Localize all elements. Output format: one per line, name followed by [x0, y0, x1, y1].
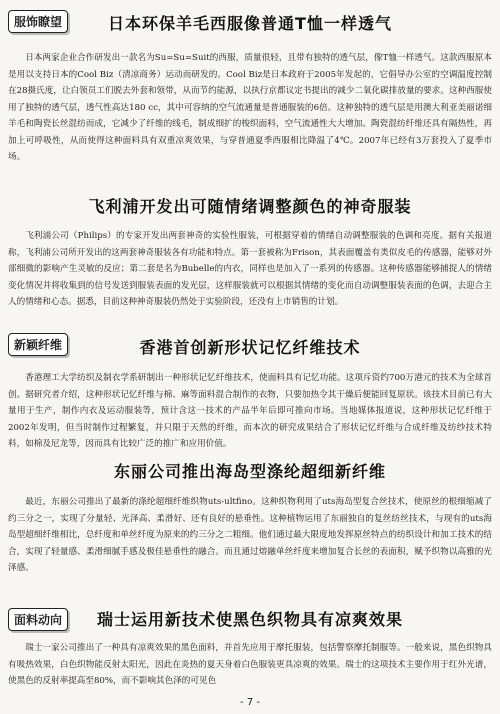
- section-tag-new-fiber: 新颖纤维: [8, 333, 68, 356]
- article-body-philips-clothing: 飞利浦公司（Philips）的专家开发出两套神奇的实验性服装，可根据穿着的情绪自动调整服装的色调和亮度。据有关报道称，飞利浦公司所开发出的这两套神奇服装各有功能和特点。第一套被称为Frison，其表面覆盖有类似皮毛的传感器，能够对外部细微的影响产生灵敏的反应；第二套是名为Bubelle的内衣，同样也是加入了一系列的传感器。这种传感器能够捕捉人的情绪变化情况并将收集到的信号发送到服装表面的发光层，这样服装就可以根据其情绪的变化而自动调整服装表面的色调，去迎合主人的情绪和心态。据悉，目前这种神奇服装仍然处于实验阶段，还没有上市销售的计划。: [8, 231, 492, 307]
- page-number: - 7 -: [240, 697, 260, 708]
- article-body-hk-shape-memory: 香港理工大学纺织及制衣学系研制出一种形状记忆纤维技术，使面料具有记忆功能。这项斥资约700万港元的技术为全球首创。据研究者介绍，这种形状记忆纤维与棉、麻等面料混合制作的衣物，只要加热令其干燥后便能回复原状。该技术目前已有大量用于生产，制作内衣及运动服装等，预计含这一技术的产品半年后即可推向市场。当地媒体报道说，这种形状记忆纤维于2002年发明，但当时制作过程繁复，并只限于天然的纤维，而本次的研究成果结合了形状记忆纤维与合成纤维及纺纱技术特料，如棉及尼龙等，因而具有比较广泛的推广和应用价值。: [8, 373, 492, 449]
- article-title-toray-fiber: 东丽公司推出海岛型涤纶超细新纤维: [113, 462, 386, 481]
- article-body-toray-fiber: 最近，东丽公司推出了最新的涤纶超细纤维织物uts-ultfino。这种织物利用了uts海岛型复合丝技术，使原丝的根细缩减了约三分之一，实现了分量轻、光泽高、柔滑好、还有良好的悬垂性。这种植物运用了东丽独自的复丝纺丝技术，与现有的uts海岛型超细纤维相比，总纤度和单丝纤度为原来的约三分之二粗细。他们通过最大限度地发挥原丝特点的纺织设计和加工技术的结合，实现了轻量感、柔滑细腻手感及极佳悬垂性的融合。而且通过熔融单丝纤度来增加复合长丝的表面积，赋予织物以高雅的光泽感。: [8, 497, 492, 573]
- article-title-hk-shape-memory: 香港首创新形状记忆纤维技术: [139, 338, 361, 357]
- section-tag-fabric-trends: 面料动向: [8, 608, 68, 631]
- article-title-swiss-black-fabric: 瑞士运用新技术使黑色织物具有凉爽效果: [96, 610, 403, 629]
- section-tag-fashion-outlook: 服饰瞭望: [8, 10, 68, 33]
- article-body-japan-wool-suit: 日本两家企业合作研发出一款名为Su=Su=Suit的西服，质量很轻，且带有独特的透气层，像T恤一样透气。这款西服原本是用以支持日本的Cool Biz（清凉商务）运动而研发的。Cool Biz是日本政府于2005年发起的，它倡导办公室的空调温度控制在28摄氏度，让白领员工们脱去外套和领带，从而节约能源，以执行京都议定书提出的减少二氧化碳排放量的要求。这种西服使用了独特的透气层，透气性高达180 cc，其中可容纳的空气流通量是普通服装的6倍。这种独特的透气层是用澳大利亚美丽诺细羊毛和陶瓷长丝混纺而成，它减少了纤维的线毛，制成细扩的梭织面料，空气流通性大大增加。陶瓷混纺纤维还具有隔热性，再加上可呼吸性，从而使得这种面料具有双重凉爽效果，与穿普通夏季西服相比降温了4℃。2007年已经有3万套投入了夏季市场。: [8, 53, 492, 162]
- article-body-swiss-black-fabric: 瑞士一家公司推出了一种具有凉爽效果的黑色面料，并首先应用于摩托服装，包括警察摩托制服等。一般来说，黑色织物具有吸热效果，白色织物能反射太阳光，因此在炎热的夏天身着白色服装更具凉爽的效果。瑞士的这项技术主要作用于红外光谱，使黑色的反射率提高至80%，而不影响其色泽的可见色: [8, 643, 492, 686]
- article-title-philips-clothing: 飞利浦开发出可随情绪调整颜色的神奇服装: [88, 197, 412, 216]
- article-title-japan-wool-suit: 日本环保羊毛西服像普通T恤一样透气: [108, 14, 392, 33]
